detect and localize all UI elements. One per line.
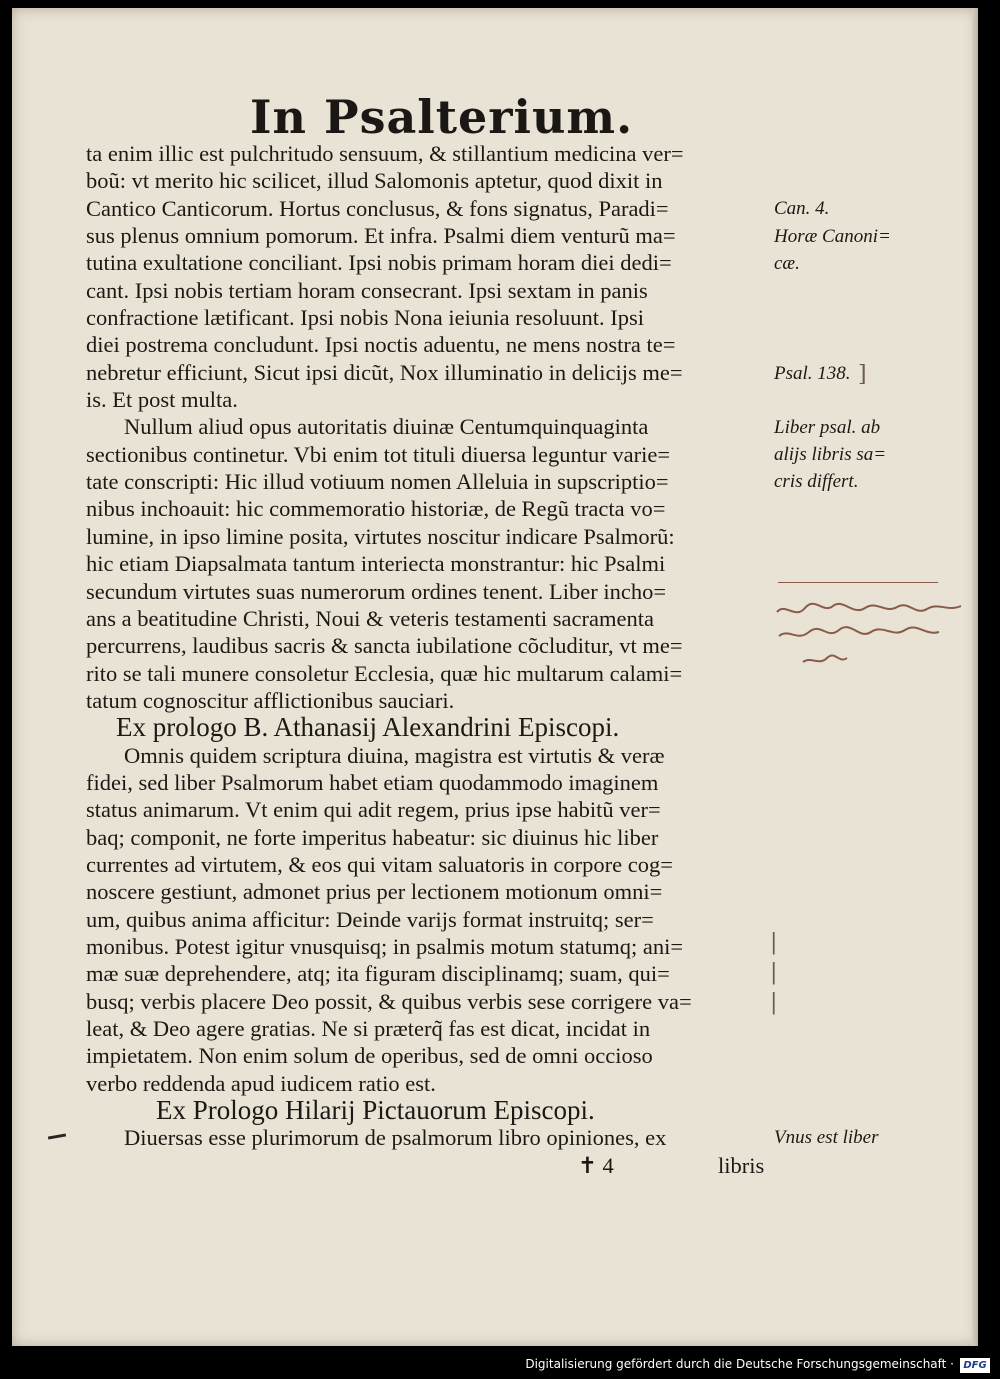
text-line: um, quibus anima afficitur: Deinde varijs format instruitq; ser= (86, 906, 654, 932)
margin-note-can4: Can. 4. (774, 198, 830, 219)
manuscript-rule (778, 582, 938, 583)
text-line: boũ: vt merito hic scilicet, illud Salomonis aptetur, quod dixit in (86, 168, 663, 194)
text-line: tatum cognoscitur afflictionibus sauciari. (86, 687, 455, 713)
footer-bar (0, 1346, 1000, 1379)
text-line: mæ suæ deprehendere, atq; ita figuram disciplinamq; suam, qui= (86, 961, 670, 987)
text-line: tate conscripti: Hic illud votiuum nomen Alleluia in supscriptio= (86, 469, 669, 495)
margin-note-liber: Liber psal. ab (774, 417, 881, 438)
digitization-credit: Digitalisierung gefördert durch die Deutsche Forschungsgemeinschaft · (525, 1357, 954, 1371)
bracket-mark: | (770, 990, 778, 1015)
text-line: Cantico Canticorum. Hortus conclusus, & fons signatus, Paradi= (86, 195, 669, 221)
text-line: baq; componit, ne forte imperitus habeatur: sic diuinus hic liber (86, 824, 659, 850)
text-line: noscere gestiunt, admonet prius per lectionem motionum omni= (86, 879, 663, 905)
text-line: Omnis quidem scriptura diuina, magistra est virtutis & veræ (124, 742, 665, 768)
text-line: sus plenus omnium pomorum. Et infra. Psalmi diem venturũ ma= (86, 223, 676, 249)
bracket-mark: ] (858, 362, 867, 387)
text-line: hic etiam Diapsalmata tantum interiecta monstrantur: hic Psalmi (86, 551, 666, 577)
text-line: nebretur efficiunt, Sicut ipsi dicũt, Nox illuminatio in delicijs me= (86, 359, 683, 385)
margin-note-liber-end: cris differt. (774, 471, 859, 492)
text-line: nibus inchoauit: hic commemoratio historiæ, de Regũ tracta vo= (86, 496, 666, 522)
text-line: diei postrema concludunt. Ipsi noctis aduentu, ne mens nostra te= (86, 332, 676, 358)
dfg-logo: DFG (960, 1358, 990, 1373)
text-line: currentes ad virtutem, & eos qui vitam saluatoris in corpore cog= (86, 851, 673, 877)
text-line: leat, & Deo agere gratias. Ne si præterq̃ fas est dicat, incidat in (86, 1016, 651, 1041)
page-footer (86, 1152, 776, 1179)
text-line: verbo reddenda apud iudicem ratio est. (86, 1070, 436, 1096)
margin-note-liber-cont: alijs libris sa= (774, 444, 887, 465)
text-line: status animarum. Vt enim qui adit regem, prius ipse habitũ ver= (86, 797, 661, 823)
manuscript-annotation (775, 600, 965, 680)
text-line: Nullum aliud opus autoritatis diuinæ Centumquinquaginta (124, 414, 649, 440)
margin-note-horae: Horæ Canoni= (774, 226, 891, 247)
text-line: monibus. Potest igitur vnusquisq; in psalmis motum statumq; ani= (86, 933, 684, 959)
text-line: fidei, sed liber Psalmorum habet etiam quodammodo imaginem (86, 769, 659, 795)
text-line: impietatem. Non enim solum de operibus, sed de omni occioso (86, 1043, 653, 1069)
catchword: libris (718, 1152, 765, 1178)
section-heading-hilarius: Ex Prologo Hilarij Pictauorum Episcopi. (156, 1095, 595, 1126)
text-line: tutina exultatione conciliant. Ipsi nobis primam horam diei dedi= (86, 250, 672, 276)
bracket-mark: | (770, 930, 778, 955)
margin-note-horae-cont: cæ. (774, 253, 800, 274)
text-line: busq; verbis placere Deo possit, & quibus verbis sese corrigere va= (86, 988, 692, 1014)
text-line: is. Et post multa. (86, 387, 238, 413)
text-line: cant. Ipsi nobis tertiam horam consecrant. Ipsi sextam in panis (86, 277, 648, 303)
text-line: secundum virtutes suas numerorum ordines tenent. Liber incho= (86, 578, 667, 604)
text-line: ta enim illic est pulchritudo sensuum, & stillantium medicina ver= (86, 141, 684, 166)
body-text (86, 140, 776, 1179)
text-line: percurrens, laudibus sacris & sancta iubilatione cõcluditur, vt me= (86, 633, 683, 659)
text-line: sectionibus continetur. Vbi enim tot tituli diuersa leguntur varie= (86, 441, 671, 467)
text-line: rito se tali munere consoletur Ecclesia, quæ hic multarum calami= (86, 660, 683, 686)
running-header: In Psalterium. (250, 90, 634, 144)
page-edge (972, 8, 978, 1346)
bracket-mark: | (770, 960, 778, 985)
text-line: Diuersas esse plurimorum de psalmorum libro opiniones, ex (124, 1125, 667, 1151)
margin-note-vnus: Vnus est liber (774, 1127, 879, 1148)
signature-mark: ✝ 4 (578, 1152, 614, 1178)
margin-note-psal138: Psal. 138. (774, 363, 851, 384)
text-line: ans a beatitudine Christi, Noui & veteris testamenti sacramenta (86, 605, 654, 631)
text-line: lumine, in ipso limine posita, virtutes noscitur indicare Psalmorũ: (86, 523, 675, 549)
section-heading-athanasius: Ex prologo B. Athanasij Alexandrini Episcopi. (116, 712, 620, 743)
text-line: confractione lætificant. Ipsi nobis Nona ieiunia resoluunt. Ipsi (86, 305, 644, 331)
